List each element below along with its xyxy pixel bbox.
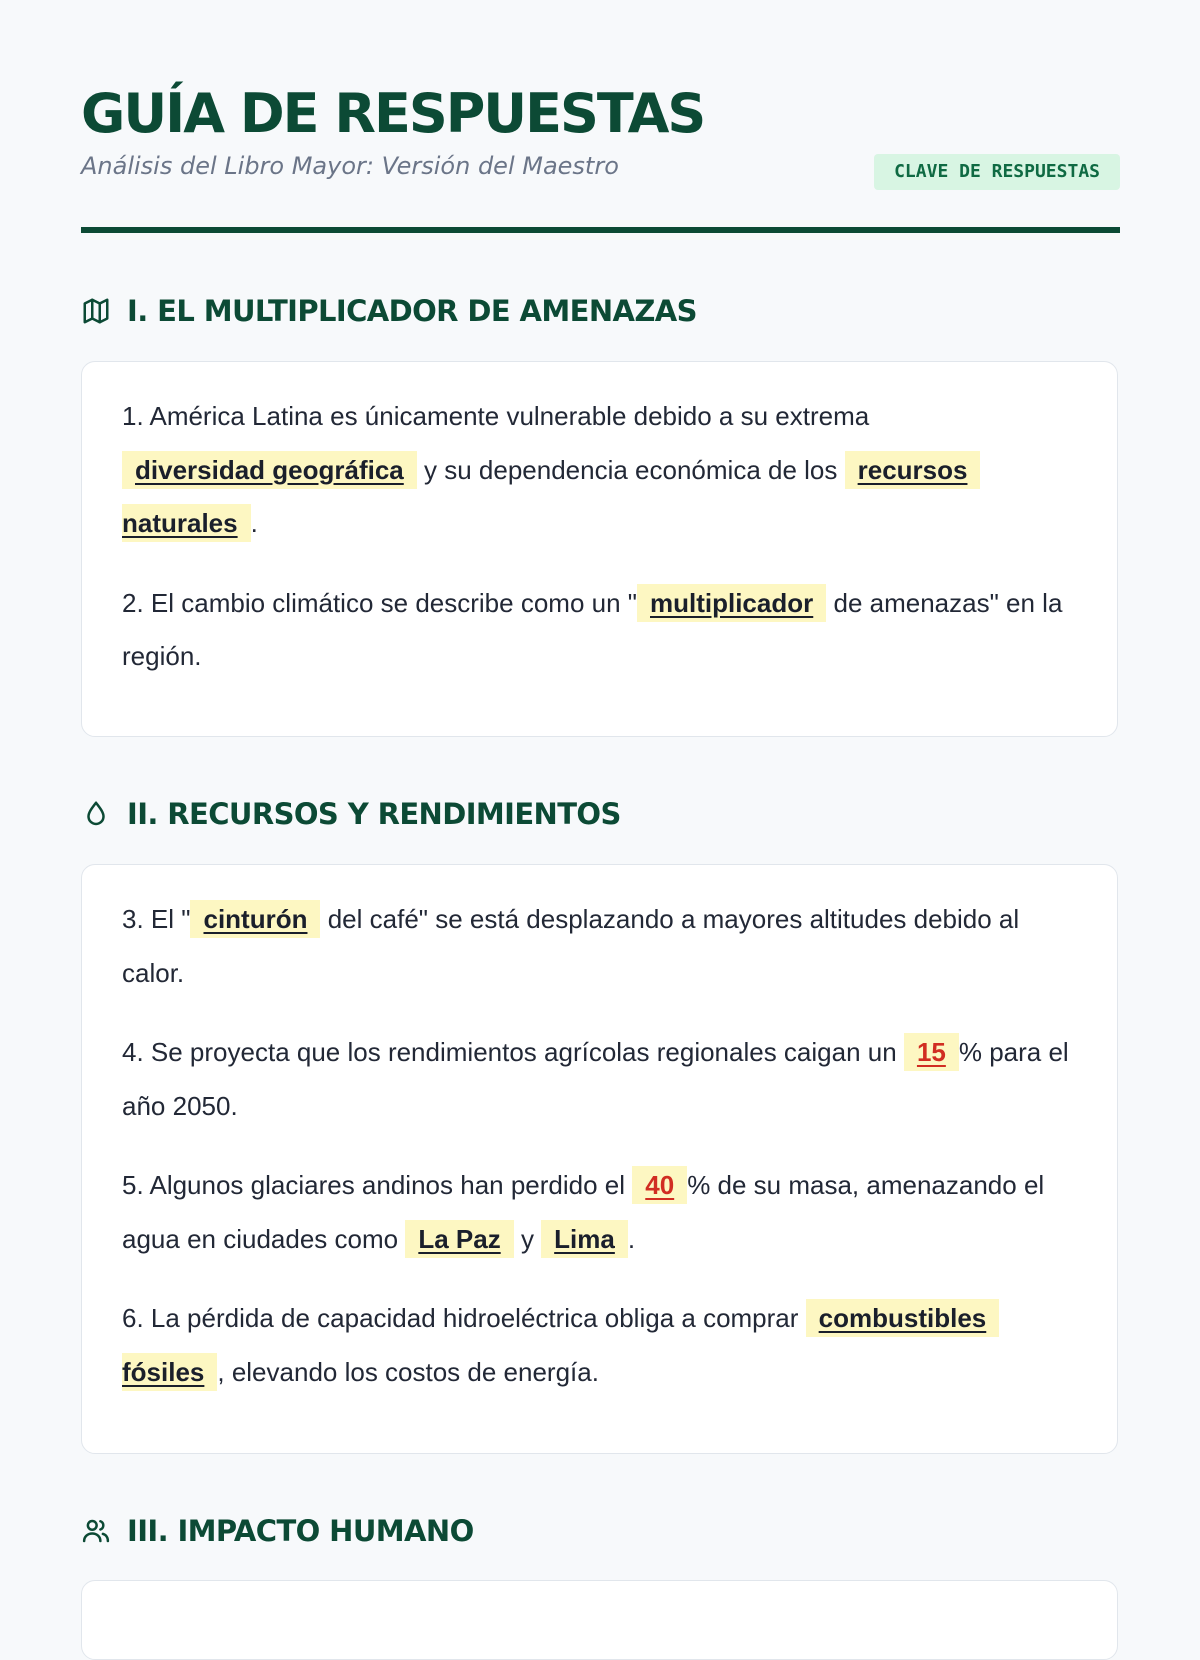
- question-text: 1. América Latina es únicamente vulnerable debido a su extrema: [122, 401, 870, 431]
- answer-blank: multiplicador: [637, 584, 826, 622]
- answer-blank: Lima: [541, 1220, 628, 1258]
- question-text: 5. Algunos glaciares andinos han perdido el: [122, 1170, 626, 1200]
- section-card-2: [81, 864, 1118, 1454]
- answer-blank: combustibles: [806, 1299, 1000, 1337]
- answer-blank: 15: [904, 1033, 959, 1071]
- answer-blank: recursos: [845, 451, 981, 489]
- question-text: y su dependencia económica de los: [424, 454, 838, 485]
- question-text: % para el año 2050.: [122, 1037, 1069, 1121]
- section-heading-2: [81, 794, 621, 834]
- question-text: , elevando los costos de energía.: [217, 1356, 599, 1387]
- question-text: 6. La pérdida de capacidad hidroeléctrica obliga a comprar: [122, 1303, 799, 1333]
- droplet-icon: [81, 799, 111, 829]
- answer-blank: fósiles: [122, 1353, 217, 1391]
- answer-key-badge: CLAVE DE RESPUESTAS: [874, 154, 1120, 190]
- header-divider: [81, 227, 1120, 233]
- question-text: de amenazas" en la región.: [122, 587, 1063, 671]
- question-4: [122, 1026, 1077, 1133]
- question-text: del café" se está desplazando a mayores altitudes debido al calor.: [122, 904, 1020, 988]
- question-2: [122, 577, 1077, 684]
- question-text: 2. El cambio climático se describe como un ": [122, 587, 637, 618]
- section-heading-1: [81, 291, 697, 331]
- section-title: I. EL MULTIPLICADOR DE AMENAZAS: [127, 294, 697, 328]
- question-3: [122, 893, 1077, 1000]
- answer-blank: naturales: [122, 504, 251, 542]
- section-title: III. IMPACTO HUMANO: [127, 1514, 474, 1548]
- question-1: [122, 390, 1077, 551]
- answer-blank: diversidad geográfica: [122, 451, 417, 489]
- section-card-1: [81, 361, 1118, 737]
- answer-blank: La Paz: [405, 1220, 513, 1258]
- page-title: GUÍA DE RESPUESTAS: [81, 82, 705, 145]
- question-5: [122, 1159, 1077, 1266]
- section-title: II. RECURSOS Y RENDIMIENTOS: [127, 797, 621, 831]
- map-icon: [81, 296, 111, 326]
- question-text: 4. Se proyecta que los rendimientos agrícolas regionales caigan un: [122, 1037, 897, 1067]
- answer-blank: cinturón: [190, 900, 320, 938]
- answer-blank: 40: [632, 1166, 687, 1204]
- question-text: 3. El ": [122, 904, 191, 934]
- question-text: % de su masa, amenazando el agua en ciudades como: [122, 1170, 1045, 1254]
- section-heading-3: [81, 1511, 474, 1551]
- question-6: [122, 1292, 1077, 1399]
- question-text: .: [627, 1223, 636, 1254]
- page-subtitle: Análisis del Libro Mayor: Versión del Maestro: [81, 152, 619, 180]
- question-text: y: [520, 1223, 534, 1254]
- question-text: .: [250, 508, 258, 538]
- users-icon: [81, 1516, 111, 1546]
- section-card-3: [81, 1580, 1118, 1660]
